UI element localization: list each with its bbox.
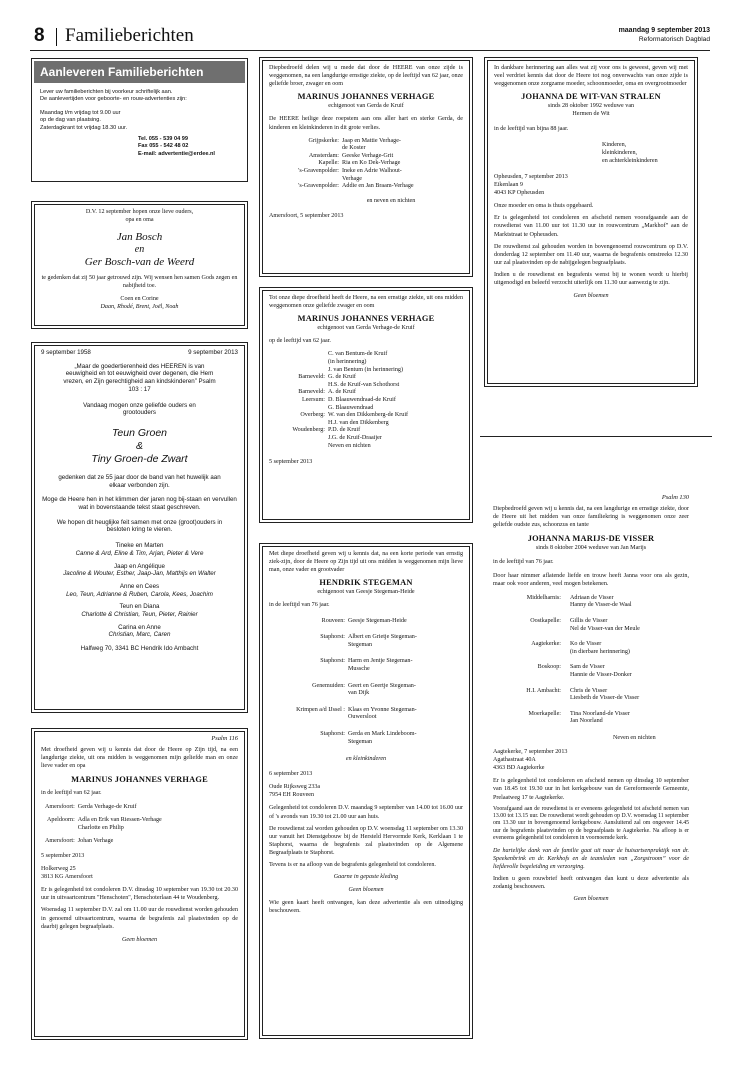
stegeman-funeral: De rouwdienst zal worden gehouden op D.V. woensdag 11 september om 13.30 uur vanuit het Dienstgebouw bij de Hersteld Hervormde Kerk, Kerklaan 1 te Staphorst, waarna de begrafenis zal plaatsvinden op de Algemene Begraafplaats te Staphorst. [269, 825, 463, 856]
stegeman-age: in de leeftijd van 76 jaar. [269, 602, 330, 609]
family-row: Amersfoort: Johan Verhage [45, 838, 114, 845]
verhage-main-age: in de leeftijd van 62 jaar. [41, 790, 102, 797]
family-kids: Leo, Teun, Adrianne & Ruben, Carola, Kees, Joachim [66, 590, 213, 598]
groen-text2: gedenken dat ze 55 jaar door de band van het huwelijk aan elkaar verbonden zijn. [58, 473, 221, 489]
aanleveren-title: Aanleveren Familieberichten [34, 61, 245, 83]
family-row: 's-Gravenpolder: Ineke en Adrie Walhout- Verhage [298, 168, 402, 182]
verhage-zwager-sub: echtgenoot van Gerda Verhage-de Kruif [317, 325, 415, 332]
visser-family [501, 595, 640, 734]
header-date: maandag 9 september 2013 [618, 27, 710, 34]
family-row: Aagtekerke: Ko de Visser (in dierbare herinnering) [531, 641, 630, 655]
visser-name: JOHANNA MARIJS-DE VISSER [527, 534, 655, 544]
family-row: Krimpen a/d IJssel : Klaas en Yvonne Stegeman- Ouwersloot [296, 706, 417, 721]
groen-name2: Tiny Groen-de Zwart [91, 452, 188, 465]
stegeman-clothing: Gaarne in gepaste kleding [333, 874, 399, 881]
page-header [30, 22, 710, 48]
aanleveren-line5: Zaterdagkrant tot vrijdag 18.30 uur. [40, 124, 128, 131]
section-title: Familieberichten [65, 25, 194, 46]
family-parents: Carina en Anne [118, 623, 161, 631]
visser-addr2: 4363 BD Aagtekerke [493, 765, 545, 772]
verhage-zwager-name: MARINUS JOHANNES VERHAGE [297, 314, 435, 324]
stralen-addr2: 4043 KP Opheusden [494, 190, 545, 197]
verhage-broer-family [269, 138, 465, 191]
family-row: Staphorst: Albert en Grietje Stegeman- Stegeman [320, 634, 417, 648]
groen-text3: Moge de Heere hen in het klimmen der jaren nog bij-staan en vervullen wat in bovenstaande tekst staat geschreven. [42, 496, 237, 512]
stralen-condole: Er is gelegenheid tot condoleren en afscheid nemen voorafgaande aan de rouwdienst van 11.00 uur tot 11.30 uur in rouwcentrum „Markhof” aan de Marktstraat te Opheusden. [494, 215, 688, 238]
visser-flowers: Geen bloemen [573, 896, 609, 903]
stegeman-flowers: Geen bloemen [348, 887, 384, 894]
visser-intro: Diepbedroefd geven wij u kennis dat, na een langdurige en ernstige ziekte, door de Heere uit het midden van onze familiekring is weggenomen onze zeer geliefde oudste zus, schoonzus en tante [493, 506, 689, 529]
bosch-intro2: opa en oma [125, 217, 154, 224]
stralen-place-date: Opheusden, 7 september 2013 [494, 173, 568, 180]
verhage-main-condole: Er is gelegenheid tot condoleren D.V. dinsdag 10 september van 19.30 tot 20.30 uur in uitvaartcentrum "Henschoten", Henschoterlaan 44 te Woudenberg. [41, 887, 238, 902]
verhage-main-flowers: Geen bloemen [121, 936, 158, 943]
stegeman-name: HENDRIK STEGEMAN [319, 578, 413, 588]
bosch-from1: Coen en Corine [120, 296, 159, 303]
groen-verse: „Maar de goedertierenheid des HEEREN is van eeuwigheid en tot eeuwigheid over degenen, die Hem vrezen, en Zijn gerechtigheid aan kindskinderen” Psalm 103 : 17 [63, 362, 216, 393]
stralen-sub1: sinds 28 oktober 1992 weduwe van [547, 103, 635, 110]
family-row: Rouveen: Geesje Stegeman-Heide [321, 617, 407, 624]
verhage-broer-announcement [262, 60, 470, 274]
family-row: Staphorst: Harm en Jentje Stegeman- Mussche [320, 658, 413, 672]
family-row: Woudenberg: P.D. de Kruif J.G. de Kruif-Draaijer Neven en nichten [292, 427, 382, 449]
family-row: Overberg: W. van den Dikkenberg-de Kruif H.J. van den Dikkenberg [300, 412, 409, 426]
verhage-broer-text: De HEERE heilige deze roepstem aan ons aller hart en sterke Gerda, de kinderen en kleinkinderen in dit grote verlies. [269, 116, 463, 131]
stralen-intro: In dankbare herinnering aan alles wat zij voor ons is geweest, geven wij met veel verdriet kennis dat door de Heere tot nog onverwachts van onze zijde is weggenomen onze zorgzame moeder, schoonmoeder, oma en overgrootmoeder [494, 65, 688, 88]
stralen-addr1: Eikenlaan 9 [494, 182, 523, 189]
family-parents: Anne en Cees [119, 582, 160, 590]
groen-family-4 [41, 624, 238, 639]
stegeman-date: 6 september 2013 [269, 771, 313, 778]
family-row: H.I. Ambacht: Chris de Visser Liesbeth de Visser-de Visser [526, 687, 640, 702]
family-row: Middelharnis: Adriaan de Visser Hanny de Visser-de Waal [526, 594, 632, 609]
visser-text: Door haar nimmer aflatende liefde en trouw heeft Janna voor ons als gezin, maar ook voor anderen, veel mogen betekenen. [493, 572, 689, 587]
visser-psalm: Psalm 130 [661, 494, 689, 501]
visser-announcement [487, 494, 695, 1034]
family-row: Apeldoorn: Adla en Erik van Riessen-Verhage Charlotte en Philip [47, 817, 162, 831]
family-row: Staphorst: Gerda en Mark Lindeboom- Stegeman [320, 730, 417, 745]
verhage-broer-date: Amersfoort, 5 september 2013 [269, 212, 344, 219]
family-row: Oostkapelle: Gillis de Visser Nel de Visser-van der Meule [530, 618, 640, 632]
header-rule [30, 50, 710, 51]
visser-nephews: Neven en nichten [613, 734, 656, 741]
verhage-broer-intro: Diepbedroefd delen wij u mede dat door de HEERE van onze zijde is weggenomen, na een langdurige ernstige ziekte, op de leeftijd van 62 jaar, onze geliefde broer, zwager en oom [269, 65, 463, 88]
verhage-zwager-intro: Tot onze diepe droefheid heeft de Heere, na een ernstige ziekte, uit ons midden weggenomen onze geliefde zwager en oom [269, 295, 463, 310]
stralen-note: Onze moeder en oma is thuis opgebaard. [494, 203, 594, 210]
groen-family-2 [41, 583, 238, 598]
stralen-name: JOHANNA DE WIT-VAN STRALEN [521, 92, 661, 102]
bosch-announcement [34, 204, 245, 326]
stegeman-grandchildren: en kleinkinderen [345, 756, 387, 763]
aanleveren-line2: De aanlevertijden voor geboorte- en rouw-advertenties zijn: [40, 96, 187, 103]
family-kids: Charlotte & Christian, Teun, Pieter, Rainier [81, 611, 198, 619]
stegeman-addr1: Oude Rijksweg 233a [269, 784, 321, 791]
aanleveren-box [31, 58, 248, 182]
verhage-main-family [45, 804, 162, 852]
verhage-main-funeral: Woensdag 11 september D.V. zal om 11.00 uur de rouwdienst worden gehouden in genoemd uitvaartcentrum, waarna de begrafenis zal plaatsvinden op de daarbij gelegen begraafplaats. [41, 907, 238, 930]
groen-family-3 [41, 603, 238, 618]
bosch-en: en [134, 244, 145, 256]
family-kids: Jacoline & Wouter, Esther, Jaap-Jan, Matthijs en Walter [63, 570, 216, 578]
stegeman-tevens: Tevens is er na afloop van de begrafenis gelegenheid tot condoleren. [269, 862, 436, 869]
bosch-intro1: D.V. 12 september hopen onze lieve ouders, [85, 209, 194, 215]
bosch-from2: Daan, Rhodé, Brent, Joël, Noah [100, 304, 179, 311]
verhage-zwager-date: 5 september 2013 [269, 459, 313, 466]
groen-text1: Vandaag mogen onze geliefde ouders en grootouders [83, 401, 196, 417]
stegeman-card: Wie geen kaart heeft ontvangen, kan deze advertentie als een uitnodiging beschouwen. [269, 900, 463, 915]
stralen-family2: kleinkinderen, [602, 149, 638, 156]
stralen-announcement [487, 60, 695, 384]
stegeman-addr2: 7954 EH Rouveen [269, 792, 315, 799]
verhage-main-intro: Met droefheid geven wij u kennis dat door de Heere op Zijn tijd, na een langdurige ziekte, uit ons midden is weggenomen mijn geliefde man en onze lieve vader en opa [41, 747, 238, 770]
groen-family-1 [41, 563, 238, 578]
stralen-card: Indien u de rouwdienst en begrafenis wenst bij te wonen wordt u hierbij uitgenodigd en beleefd verzocht uiterlijk om 11.30 uur aanwezig te zijn. [494, 271, 688, 286]
verhage-zwager-announcement [262, 290, 470, 520]
visser-condole: Er is gelegenheid tot condoleren en afscheid nemen op dinsdag 10 september van 18.45 tot 19.30 uur in het kerkgebouw van de Gereformeerde Gemeente, Prelaatweg 17 te Aagtekerke. [493, 778, 689, 801]
verhage-main-psalm: Psalm 116 [211, 735, 238, 742]
family-row: Grijpskerke: Jaap en Mattie Verhage- de Koster [308, 137, 401, 152]
stegeman-condole: Gelegenheid tot condoleren D.V. maandag 9 september van 14.00 tot 16.00 uur of 's avonds van 19.30 tot 21.00 uur aan huis. [269, 805, 463, 820]
stralen-funeral: De rouwdienst zal gehouden worden in bovengenoemd rouwcentrum op D.V. donderdag 12 september om 11.40 uur, waarna de begrafenis omstreeks 12.30 uur zal plaatsvinden op de nabijgelegen begraafplaats. [494, 243, 688, 266]
stegeman-sub: echtgenoot van Geesje Stegeman-Heide [317, 589, 415, 596]
family-row: Kapelle: Ria en Ko Dek-Verhage [318, 160, 401, 167]
visser-addr1: Agathastraat 40A [493, 757, 536, 764]
bosch-name1: Jan Bosch [116, 231, 163, 244]
page-number: 8 [34, 25, 45, 46]
groen-family-0 [41, 542, 238, 557]
verhage-broer-name: MARINUS JOHANNES VERHAGE [297, 92, 435, 102]
stralen-sub2: Hermen de Wit [572, 111, 610, 118]
aanleveren-fax: Fax 055 - 542 48 02 [138, 143, 189, 150]
family-row: Barneveld: A. de Kruif [298, 389, 356, 396]
groen-date-left: 9 september 1958 [41, 349, 91, 356]
family-row: Boskoop: Sam de Visser Hannie de Visser-Donker [537, 664, 632, 678]
stegeman-announcement [262, 546, 470, 1036]
family-kids: Canne & Ard, Eline & Tim, Arjan, Pieter & Vere [75, 549, 204, 557]
stegeman-family [269, 618, 465, 756]
family-row: Genemuiden: Geert en Geertje Stegeman- van Dijk [312, 682, 416, 697]
family-row: C. van Bentum-de Kruif (in herinnering) J. van Bentum (in herinnering) [328, 351, 403, 373]
stralen-family3: en achterkleinkinderen [602, 157, 658, 164]
visser-thanks: De hartelijke dank van de familie gaat uit naar de huisartsenpraktijk van dr. Speekenbrink en dr. Kerkhofs en de teamleden van „Zorgstroom” voor de liefdevolle begeleiding en verzorging. [493, 847, 689, 870]
column-rule [480, 436, 712, 437]
visser-age: in de leeftijd van 76 jaar. [493, 558, 554, 565]
verhage-broer-nephews: en neven en nichten [366, 197, 416, 204]
stegeman-intro: Met diepe droefheid geven wij u kennis dat, na een korte periode van ernstig ziek-zijn, door de Heere op Zijn tijd uit ons midden is weggenomen mijn lieve man, onze vader en grootvader [269, 551, 463, 574]
stralen-age: in de leeftijd van bijna 88 jaar. [494, 125, 569, 132]
header-paper: Reformatorisch Dagblad [638, 36, 710, 43]
verhage-main-addr2: 3813 KG Amersfoort [41, 874, 93, 881]
stralen-flowers: Geen bloemen [573, 293, 609, 300]
visser-sub: sinds 8 oktober 2004 weduwe van Jan Marijs [535, 545, 647, 552]
family-row: Leersum: D. Blaauwendraad-de Kruif G. Blaauwendraad [301, 397, 396, 411]
bosch-name2: Ger Bosch-van de Weerd [84, 256, 195, 269]
header-divider [56, 28, 57, 46]
groen-announcement [34, 345, 245, 710]
visser-condole2: Voorafgaand aan de rouwdienst is er eveneens gelegenheid tot afscheid nemen van 13.00 tot 13.15 uur. De rouwdienst wordt gehouden op D.V. woensdag 11 september om 13.30 uur in bovengenoemd kerkgebouw. Aansluitend zal om ongeveer 14.45 uur de begrafenis plaatsvinden op de begraafplaats te Aagtekerke. Na afloop is er eveneens gelegenheid tot condoleren in voornoemde kerk. [493, 805, 689, 842]
bosch-text: te gedenken dat zij 50 jaar getrouwd zijn. Wij wensen hen samen Gods zegen en nabijheid toe. [41, 275, 238, 290]
verhage-zwager-family [269, 351, 408, 450]
groen-name1: Teun Groen [111, 426, 168, 439]
groen-amp: & [135, 439, 143, 452]
family-parents: Teun en Diana [119, 603, 160, 611]
groen-text4: We hopen dit heuglijke feit samen met onze (groot)ouders in besloten kring te vieren. [56, 518, 223, 534]
verhage-broer-sub: echtgenoot van Gerda de Kruif [328, 103, 404, 110]
stralen-family1: Kinderen, [602, 141, 627, 148]
aanleveren-line4: op de dag van plaatsing. [40, 117, 101, 124]
aanleveren-tel: Tel. 055 - 539 04 99 [138, 136, 188, 143]
groen-address: Halfweg 70, 3341 BC Hendrik Ido Ambacht [80, 645, 199, 653]
verhage-zwager-age: op de leeftijd van 62 jaar. [269, 338, 331, 345]
family-row: Amersfoort: Gerda Verhage-de Kruif [45, 803, 137, 810]
aanleveren-line3: Maandag t/m vrijdag tot 9.00 uur [40, 109, 121, 116]
family-kids: Christian, Marc, Caren [108, 631, 171, 639]
verhage-main-announcement [34, 731, 245, 1037]
family-parents: Tineke en Marten [115, 542, 164, 550]
aanleveren-line1: Lever uw familieberichten bij voorkeur schriftelijk aan. [40, 89, 173, 95]
verhage-main-addr1: Holkerweg 25 [41, 866, 76, 873]
family-row: Amsterdam: Geeske Verhage-Grit [308, 152, 394, 159]
verhage-main-name: MARINUS JOHANNES VERHAGE [71, 775, 208, 785]
visser-place-date: Aagtekerke, 7 september 2013 [493, 749, 568, 756]
verhage-main-date: 5 september 2013 [41, 852, 85, 859]
visser-card: Indien u geen rouwbrief heeft ontvangen dan kunt u deze advertentie als zodanig beschouwen. [493, 875, 689, 891]
family-row: Barneveld: G. de Kruif H.S. de Kruif-van Schothorst [298, 374, 400, 388]
family-row: Moerkapelle: Tina Noorland-de Visser Jan Noorland [528, 710, 630, 725]
family-parents: Jaap en Angélique [114, 562, 165, 570]
family-row: 's-Gravenpolder: Addie en Jan Braam-Verhage [298, 183, 414, 190]
groen-date-right: 9 september 2013 [188, 349, 238, 356]
aanleveren-email[interactable]: E-mail: advertentie@erdee.nl [138, 150, 215, 157]
